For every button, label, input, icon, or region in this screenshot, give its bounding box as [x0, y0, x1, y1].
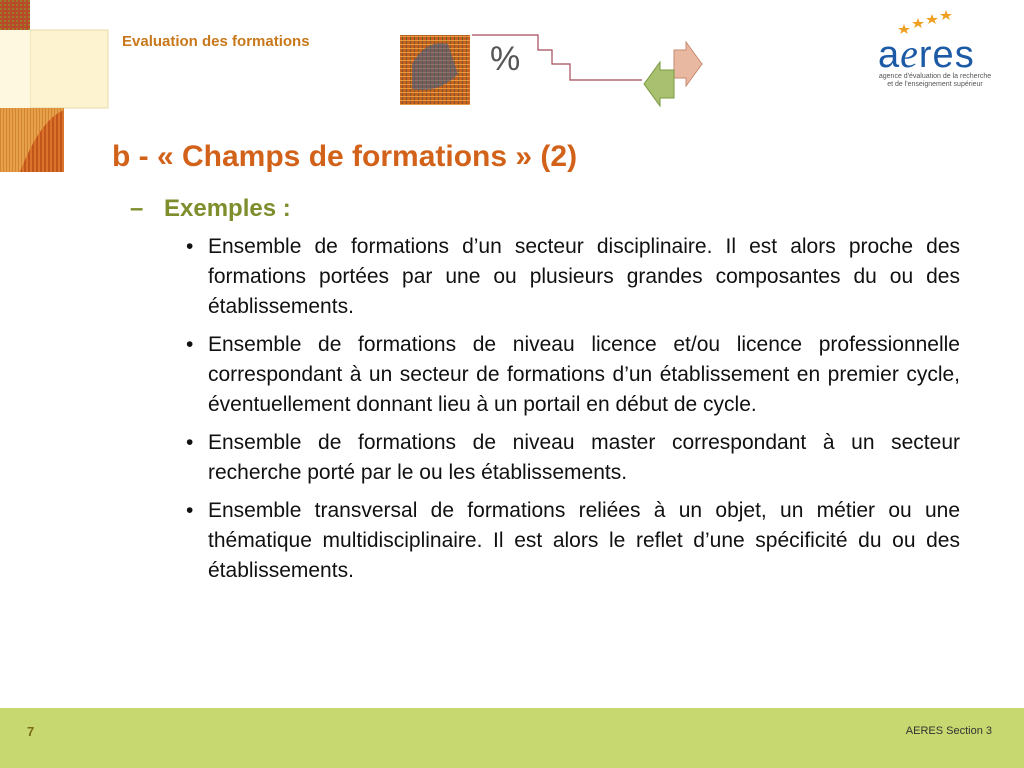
bullet-text: Ensemble de formations d’un secteur disciplinaire. Il est alors proche des formations portées par une ou plusieurs grandes composantes du ou des établissements. [208, 235, 960, 318]
footer-bar [0, 708, 1024, 768]
logo-tagline: agence d'évaluation de la recherche et de l'enseignement supérieur [878, 73, 992, 88]
aeres-logo [868, 10, 994, 90]
subtitle-dash: – [130, 195, 144, 222]
slide-title: b - « Champs de formations » (2) [112, 140, 578, 173]
bullet-icon: • [186, 333, 194, 356]
bullet-icon: • [186, 499, 194, 522]
bullet-item [182, 428, 960, 488]
bullet-item [182, 232, 960, 322]
decorative-squares [0, 0, 112, 175]
bullet-text: Ensemble de formations de niveau master correspondant à un secteur recherche porté par le ou les établissements. [208, 431, 960, 484]
bullet-item [182, 496, 960, 586]
arrow-right-icon [674, 42, 702, 86]
footer-label: AERES Section 3 [905, 725, 992, 737]
arrow-left-icon [644, 62, 674, 106]
header-title: Evaluation des formations [122, 33, 310, 50]
percent-symbol: % [490, 40, 521, 78]
bullet-list [182, 232, 960, 594]
bullet-text: Ensemble de formations de niveau licence et/ou licence professionnelle correspondant à un secteur de formations d’un établissement en premier cycle, éventuellement donnant lieu à un portail en début de cycle. [208, 333, 960, 416]
bullet-text: Ensemble transversal de formations reliées à un objet, un métier ou une thématique multidisciplinaire. Il est alors le reflet d’une spécificité du ou des établissements. [208, 499, 960, 582]
page-number: 7 [27, 724, 35, 739]
bullet-item [182, 330, 960, 420]
header-diagram [398, 34, 708, 110]
bullet-icon: • [186, 235, 194, 258]
subtitle-text: Exemples : [164, 195, 291, 222]
slide-subtitle [130, 195, 291, 223]
logo-wordmark: aeres [878, 31, 975, 76]
bullet-icon: • [186, 431, 194, 454]
